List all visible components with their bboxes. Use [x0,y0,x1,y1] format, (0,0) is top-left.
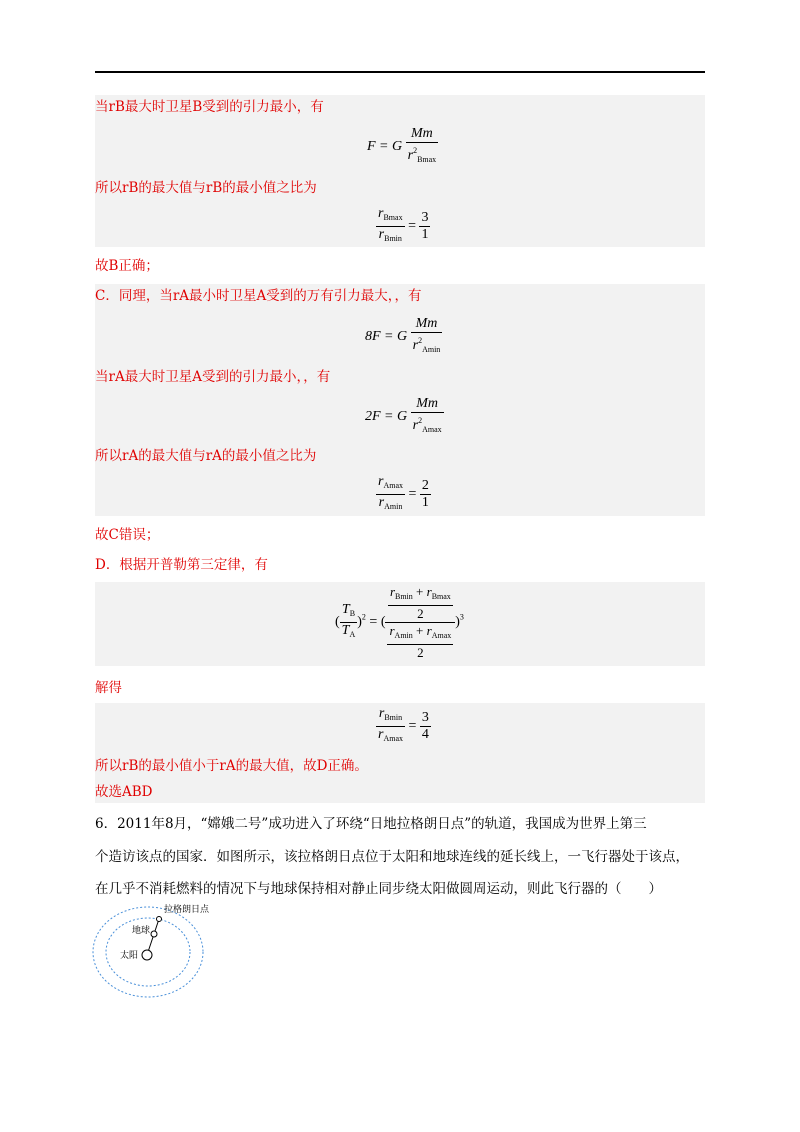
eq-den: r [412,418,419,433]
eq-sub: Bmin [395,592,413,601]
eq-num: Mm [415,316,438,331]
eq-sub: Bmax [383,213,403,222]
eq-plus: + [412,623,427,638]
eq-sub: Amin [394,631,413,640]
eq-num: r [378,474,384,489]
text-line: 所以rB的最小值小于rA的最大值，故D正确。 [95,758,368,774]
eq-num: T [341,602,350,617]
eq-lhs: 8F = G [365,329,408,345]
eq-den: 2 [417,645,424,660]
equation-ratio-b [376,206,430,247]
eq-den: 2 [417,606,424,621]
eq-sub: Bmax [431,592,451,601]
eq-lhs: F = G [367,139,403,155]
eq-den: 4 [421,727,429,742]
eq-den: r [378,227,385,242]
text-line: D．根据开普勒第三定律，有 [95,557,268,573]
eq-paren: ( [335,614,340,630]
eq-num: 3 [421,210,429,225]
text-line: 故C错误； [95,527,160,543]
fraction [406,126,439,168]
orbit-diagram [90,900,220,1000]
eq-sup: 2 [361,612,366,622]
eq-num: 3 [421,710,429,725]
eq-num: r [426,584,432,599]
eq-den: r [412,338,419,353]
eq-sub: A [349,630,356,639]
equation-gravity-b [367,126,438,168]
eq-sub: Bmin [384,713,403,722]
sun-icon [142,950,152,960]
eq-den: 1 [421,495,429,510]
text-line: 当rB最大时卫星B受到的引力最小，有 [95,99,324,115]
text-line: 当rA最大时卫星A受到的引力最小，，有 [95,369,331,385]
question-text: 个造访该点的国家．如图所示，该拉格朗日点位于太阳和地球连线的延长线上，一飞行器处于该点， [95,849,689,865]
label-sun: 太阳 [120,951,139,961]
eq-sup: 2 [418,336,423,345]
eq-equals: = [408,718,417,734]
eq-sub: Bmax [417,155,437,164]
eq-num: r [378,206,384,221]
label-lagrange: 拉格朗日点 [164,905,210,915]
question-text: 在几乎不消耗燃料的情况下与地球保持相对静止同步绕太阳做圆周运动，则此飞行器的（ ） [95,881,662,897]
equation-result [376,706,431,747]
eq-sub: Amax [422,425,442,434]
text-line: 所以rB的最大值与rB的最小值之比为 [95,180,317,196]
earth-icon [151,931,157,937]
eq-num: r [426,623,432,638]
eq-num: r [389,623,395,638]
lagrange-point-icon [157,917,162,922]
eq-den: r [378,495,385,510]
eq-equals: = [408,218,416,234]
eq-sub: Amax [383,734,404,743]
text-line: 所以rA的最大值与rA的最小值之比为 [95,448,317,464]
eq-paren: ) [357,614,362,630]
label-earth: 地球 [132,926,151,936]
eq-sup: 3 [459,612,464,622]
eq-den: r [378,727,384,742]
eq-sub: Amax [431,631,452,640]
eq-den: T [341,623,350,638]
eq-num: 2 [421,478,429,493]
eq-den: r [407,148,414,163]
eq-num: Mm [416,396,438,411]
eq-lhs: 2F = G [365,409,408,425]
eq-num: r [389,584,395,599]
text-line: 故选ABD [95,784,153,800]
eq-equals: = [408,486,417,502]
eq-num: r [378,706,385,721]
question-text: 6．2011年8月，“嫦娥二号”成功进入了环绕“日地拉格朗日点”的轨道，我国成为世界上第三 [95,816,647,832]
eq-sub: Amin [384,502,403,511]
eq-sub: Amin [422,345,441,354]
equation-ratio-a [376,474,431,515]
eq-plus: + [412,584,427,599]
equation-gravity-amin [365,316,442,358]
eq-equals: = ( [369,614,386,630]
eq-paren: ) [455,614,460,630]
eq-sub: Amax [383,481,404,490]
equation-gravity-amax [365,396,444,438]
text-line: 解得 [95,680,122,696]
eq-sub: Bmin [384,234,402,243]
eq-num: Mm [411,126,433,141]
text-line: C．同理，当rA最小时卫星A受到的万有引力最大，，有 [95,288,422,304]
eq-sup: 2 [413,146,418,155]
equation-kepler [335,584,464,661]
eq-sub: B [349,609,356,618]
eq-den: 1 [421,227,429,242]
text-line: 故B正确； [95,258,159,274]
eq-sup: 2 [418,416,423,425]
header-rule [95,71,705,73]
